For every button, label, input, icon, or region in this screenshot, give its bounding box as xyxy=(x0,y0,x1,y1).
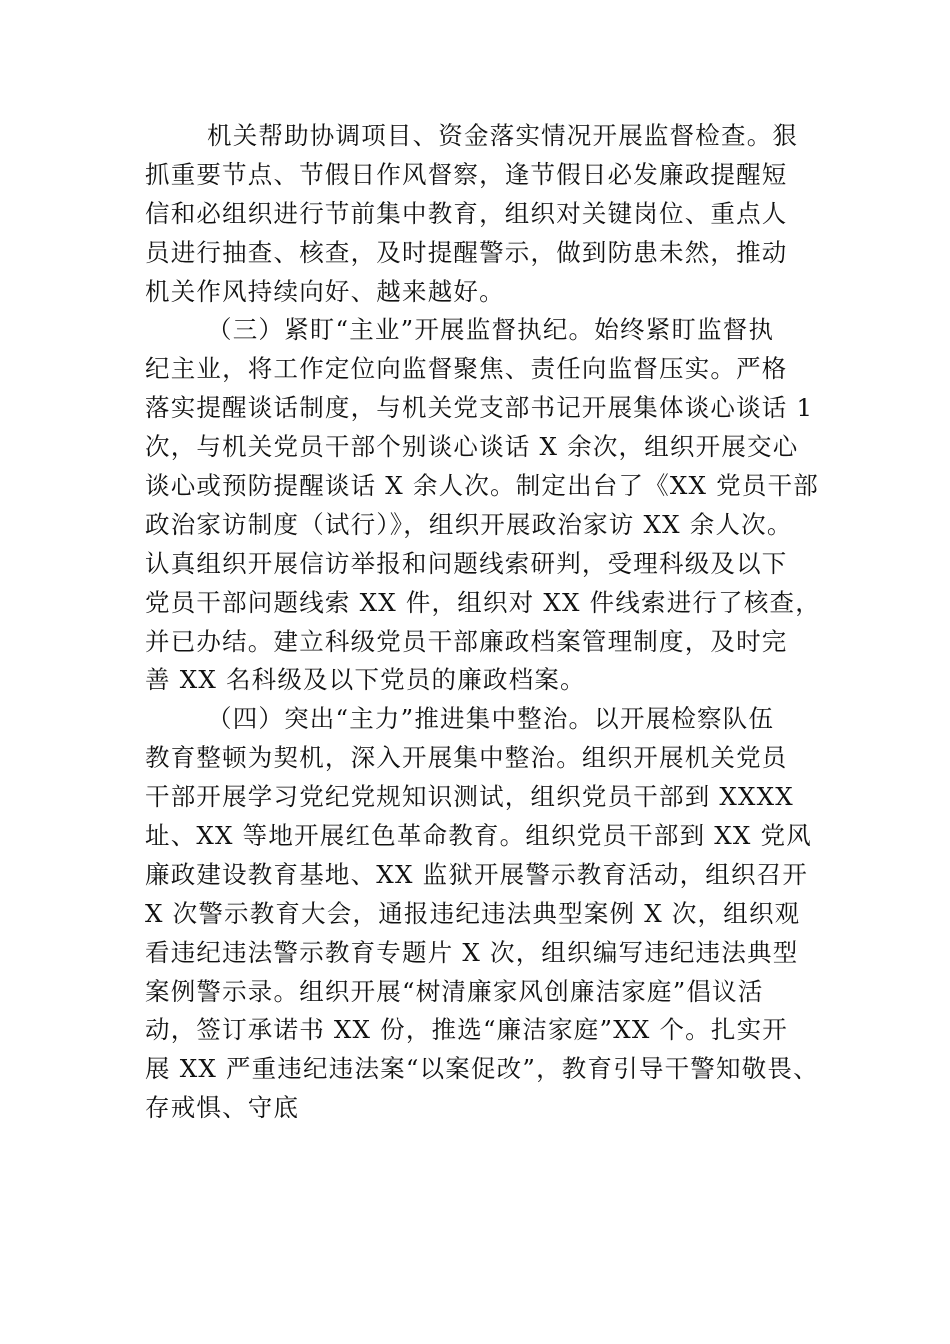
text-line: 谈心或预防提醒谈话 X 余人次。制定出台了《XX 党员干部 xyxy=(145,471,819,501)
paragraph-3 xyxy=(145,700,819,1128)
text-line: 次，与机关党员干部个别谈心谈话 X 余次，组织开展交心 xyxy=(145,432,799,462)
text-line: 址、XX 等地开展红色革命教育。组织党员干部到 XX 党风 xyxy=(145,821,812,851)
text-line: 党员干部问题线索 XX 件，组织对 XX 件线索进行了核查， xyxy=(145,587,821,617)
text-line: 并已办结。建立科级党员干部廉政档案管理制度，及时完 xyxy=(145,626,788,656)
document-body xyxy=(145,117,821,1128)
text-line: 存戒惧、守底 xyxy=(145,1093,300,1123)
text-line: 政治家访制度（试行）》，组织开展政治家访 XX 余人次。 xyxy=(145,509,793,539)
text-line: 善 XX 名科级及以下党员的廉政档案。 xyxy=(145,665,586,695)
text-line: 教育整顿为契机，深入开展集中整治。组织开展机关党员 xyxy=(145,743,788,773)
text-line: X 次警示教育大会，通报违纪违法典型案例 X 次，组织观 xyxy=(145,898,801,928)
text-line: 干部开展学习党纪党规知识测试，组织党员干部到 XXXX xyxy=(145,782,794,812)
text-line: 落实提醒谈话制度，与机关党支部书记开展集体谈心谈话 1 xyxy=(145,393,814,423)
text-line: 案例警示录。组织开展“树清廉家风创廉洁家庭”倡议活 xyxy=(145,976,764,1006)
paragraph-2 xyxy=(145,311,821,700)
text-line: （四）突出“主力”推进集中整治。以开展检察队伍 xyxy=(207,704,775,734)
text-line: 动，签订承诺书 XX 份，推选“廉洁家庭”XX 个。扎实开 xyxy=(145,1015,788,1045)
text-line: 抓重要节点、节假日作风督察，逢节假日必发廉政提醒短 xyxy=(145,159,788,189)
text-line: 信和必组织进行节前集中教育，组织对关键岗位、重点人 xyxy=(145,198,788,228)
text-line: 机关帮助协调项目、资金落实情况开展监督检查。狠 xyxy=(207,121,799,150)
paragraph-1 xyxy=(145,117,815,311)
text-line: 认真组织开展信访举报和问题线索研判，受理科级及以下 xyxy=(145,548,788,578)
text-line: 机关作风持续向好、越来越好。 xyxy=(145,276,505,306)
text-line: 展 XX 严重违纪违法案“以案促改”，教育引导干警知敬畏、 xyxy=(145,1054,819,1084)
text-line: 看违纪违法警示教育专题片 X 次，组织编写违纪违法典型 xyxy=(145,937,799,967)
text-line: 纪主业，将工作定位向监督聚焦、责任向监督压实。严格 xyxy=(145,354,788,384)
text-line: 员进行抽查、核查，及时提醒警示，做到防患未然，推动 xyxy=(145,237,788,267)
text-line: （三）紧盯“主业”开展监督执纪。始终紧盯监督执 xyxy=(207,315,775,345)
text-line: 廉政建设教育基地、XX 监狱开展警示教育活动，组织召开 xyxy=(145,859,809,889)
